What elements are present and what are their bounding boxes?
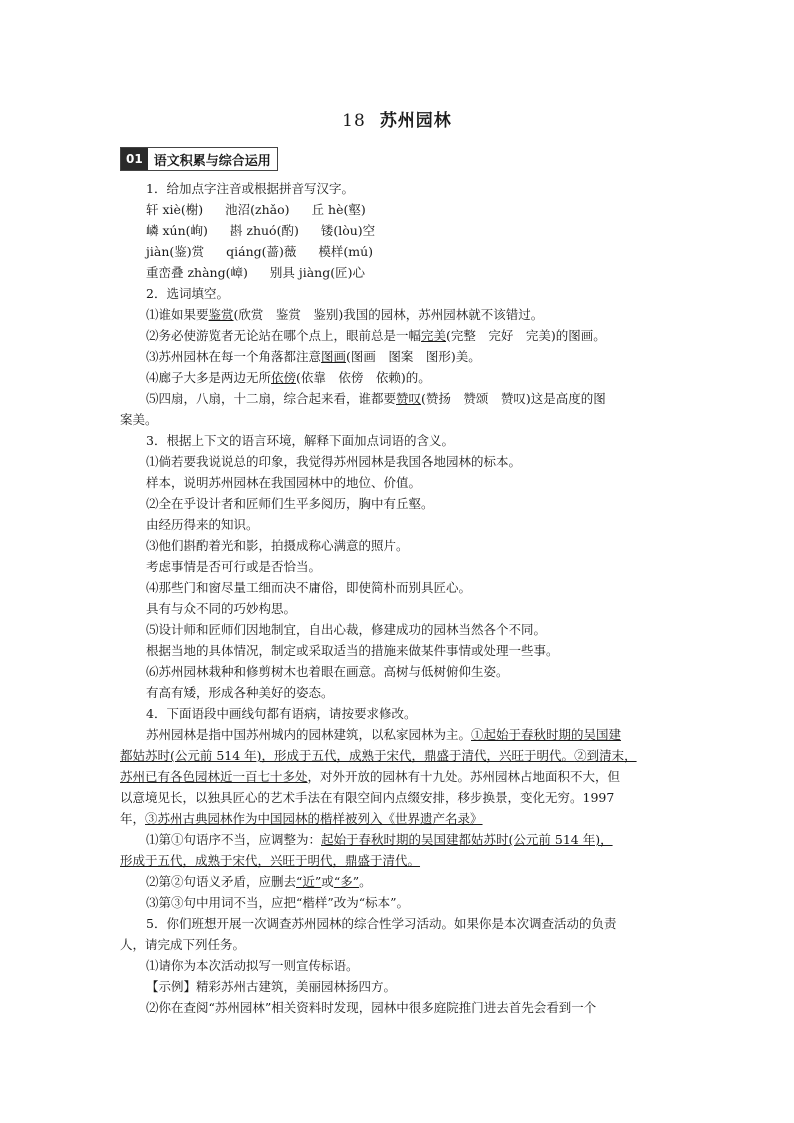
answer-text: “近” (296, 874, 322, 889)
item: 模样(mú) (318, 244, 374, 259)
passage-line: 以意境见长，以独具匠心的艺术手法在有限空间内点缀安排，移步换景，变化无穷。1997 (120, 790, 615, 805)
fill-item-5 (146, 391, 606, 407)
underlined-sentence: 苏州已有各色园林近一百七十多处 (120, 769, 308, 784)
example: 【示例】精彩苏州古建筑，美丽园林扬四方。 (146, 979, 397, 994)
answer: ⑶第③句中用词不当，应把“楷样”改为“标本”。 (146, 895, 410, 910)
text: ⑷廊子大多是两边无所 (146, 370, 272, 385)
answer (120, 853, 420, 869)
text: (欣赏 鉴赏 鉴别)我国的园林，苏州园林就不该错过。 (233, 307, 544, 322)
item: 别具 jiàng(匠)心 (269, 265, 365, 280)
answer: 具有与众不同的巧妙构思。 (146, 601, 297, 616)
item: 池沼(zhǎo) (225, 202, 290, 217)
text: 。 (359, 874, 372, 889)
passage-line (120, 769, 620, 785)
answer: 图画 (321, 349, 347, 364)
question-3-stem: 3．根据上下文的语言环境，解释下面加点词语的含义。 (146, 433, 454, 448)
answer: 样本，说明苏州园林在我国园林中的地位、价值。 (146, 475, 422, 490)
sentence: ⑵全在乎设计者和匠师们生平多阅历，胸中有丘壑。 (146, 496, 434, 511)
text: (依靠 依傍 依赖)的。 (296, 370, 431, 385)
passage-line (120, 748, 637, 764)
task: ⑴请你为本次活动拟写一则宣传标语。 (146, 958, 359, 973)
passage-line (146, 727, 621, 743)
sentence: ⑶他们斟酌着光和影，拍摄成称心满意的照片。 (146, 538, 409, 553)
fill-item-5-cont: 案美。 (120, 412, 158, 427)
page-title (0, 106, 794, 131)
answer-text: 起始于春秋时期的吴国建都姑苏时(公元前 514 年)， (321, 832, 613, 847)
sentence: ⑹苏州园林栽种和修剪树木也着眼在画意。高树与低树俯仰生姿。 (146, 664, 509, 679)
answer (146, 874, 372, 890)
sentence: ⑸设计师和匠师们因地制宜，自出心裁，修建成功的园林当然各个不同。 (146, 622, 547, 637)
item: jiàn(鉴)赏 (146, 244, 205, 259)
underlined-sentence: 都姑苏时(公元前 514 年)，形成于五代，成熟于宋代，鼎盛于清代，兴旺于明代。 (120, 748, 575, 763)
fill-item-1 (146, 307, 543, 323)
answer: 鉴赏 (208, 307, 234, 322)
item: 嶙 xún(峋) (146, 223, 208, 238)
item: qiáng(蔷)薇 (226, 244, 297, 259)
answer-text: “多” (333, 874, 360, 889)
text: 苏州园林是指中国苏州城内的园林建筑，以私家园林为主。 (146, 727, 472, 742)
question-4-stem: 4．下面语段中画线句都有语病，请按要求修改。 (146, 706, 417, 721)
answer: 依傍 (271, 370, 297, 385)
item: 斟 zhuó(酌) (229, 223, 299, 238)
question-1-stem: 1．给加点字注音或根据拼音写汉字。 (146, 181, 354, 196)
fill-item-4 (146, 370, 431, 386)
answer: 根据当地的具体情况，制定或采取适当的措施来做某件事情或处理一些事。 (146, 643, 559, 658)
pinyin-row-2 (146, 223, 375, 239)
text: ，对外开放的园林有十九处。苏州园林占地面积不大，但 (307, 769, 621, 784)
text: ⑸四扇，八扇，十二扇，综合起来看，谁都要 (146, 391, 397, 406)
answer: 考虑事情是否可行或是否恰当。 (146, 559, 322, 574)
item: 镂(lòu)空 (320, 223, 376, 238)
section-label: 语文积累与综合运用 (153, 153, 271, 169)
answer-text: 形成于五代，成熟于宋代，兴旺于明代，鼎盛于清代。 (120, 853, 421, 868)
answer: 由经历得来的知识。 (146, 517, 259, 532)
task: ⑵你在查阅“苏州园林”相关资料时发现，园林中很多庭院推门进去首先会看到一个 (146, 1000, 597, 1015)
sentence: ⑴倘若要我说说总的印象，我觉得苏州园林是我国各地园林的标本。 (146, 454, 522, 469)
answer: 有高有矮，形成各种美好的姿态。 (146, 685, 334, 700)
sentence: ⑷那些门和窗尽量工细而决不庸俗，即使简朴而别具匠心。 (146, 580, 472, 595)
text: (完整 完好 完美)的图画。 (446, 328, 606, 343)
pinyin-row-4 (146, 265, 365, 281)
question-5-stem-cont: 人，请完成下列任务。 (120, 937, 246, 952)
question-2-stem: 2．选词填空。 (146, 286, 229, 301)
fill-item-3 (146, 349, 481, 365)
item: 丘 hè(壑) (311, 202, 366, 217)
question-5-stem: 5．你们班想开展一次调查苏州园林的综合性学习活动。如果你是本次调查活动的负责 (146, 916, 617, 931)
section-number: 01 (121, 148, 148, 170)
text: ⑴谁如果要 (146, 307, 209, 322)
item: 重峦叠 zhàng(嶂) (146, 265, 248, 280)
text: ⑶苏州园林在每一个角落都注意 (146, 349, 322, 364)
text: (图画 图案 图形)美。 (346, 349, 481, 364)
title-number: 18 (342, 111, 366, 131)
item: 轩 xiè(榭) (146, 202, 204, 217)
passage-line (120, 811, 483, 827)
text: ⑴第①句语序不当，应调整为： (146, 832, 322, 847)
underlined-sentence: ③苏州古典园林作为中国园林的楷样被列入《世界遗产名录》 (145, 811, 483, 826)
text: (赞扬 赞颂 赞叹)这是高度的图 (421, 391, 606, 406)
section-header (120, 147, 278, 171)
pinyin-row-1 (146, 202, 366, 218)
pinyin-row-3 (146, 244, 373, 260)
underlined-sentence: ①起始于春秋时期的吴国建 (471, 727, 622, 742)
fill-item-2 (146, 328, 606, 344)
answer (146, 832, 613, 848)
text: ⑵务必使游览者无论站在哪个点上，眼前总是一幅 (146, 328, 422, 343)
text: 或 (321, 874, 334, 889)
underlined-sentence: ②到清末， (574, 748, 637, 763)
text: 年， (120, 811, 146, 826)
text: ⑵第②句语义矛盾，应删去 (146, 874, 297, 889)
title-text: 苏州园林 (379, 111, 452, 131)
answer: 赞叹 (396, 391, 422, 406)
answer: 完美 (421, 328, 447, 343)
